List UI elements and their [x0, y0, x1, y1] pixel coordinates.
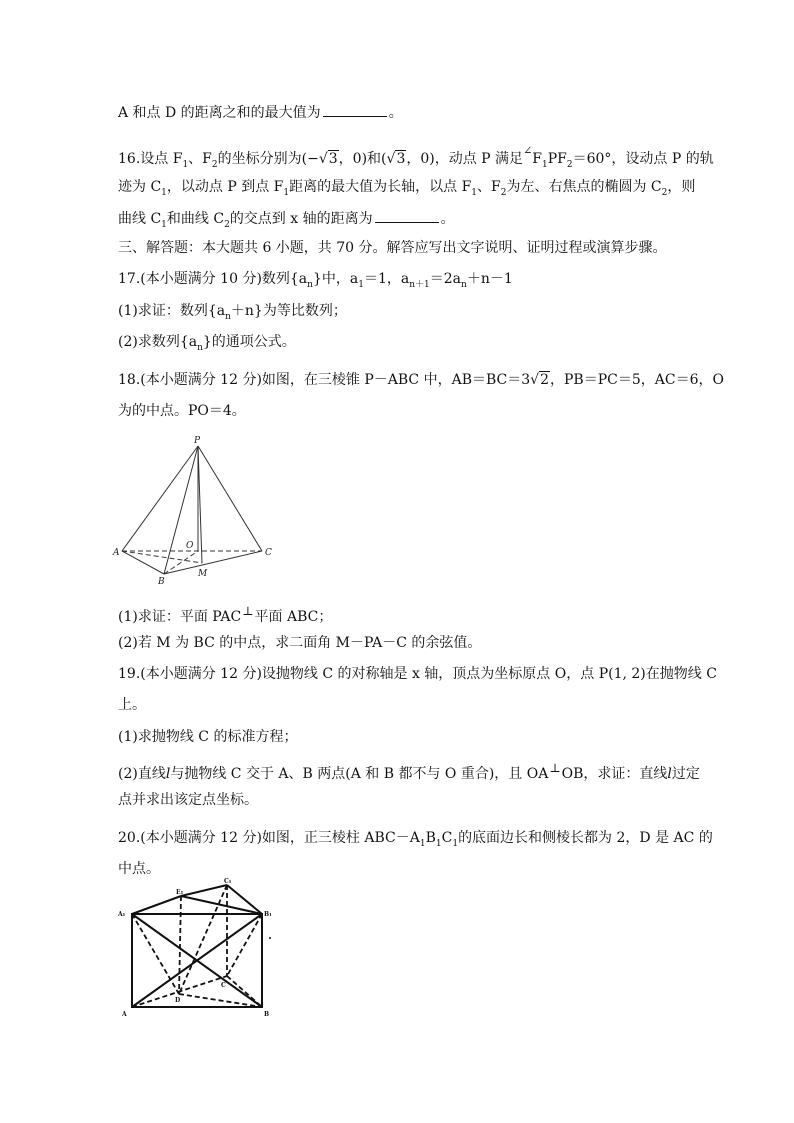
q19-part1: (1)求抛物线 C 的标准方程； — [118, 729, 298, 745]
q16-line2: 迹为 $C_1$，以动点 P 到点 $F_1$距离的最大值为长轴，以点 $F_1$、$F_2$为左、右焦点的椭圆为 $C_2$，则 — [118, 179, 696, 198]
sqrt-2: √2 — [530, 372, 550, 388]
label-C1: C₁ — [224, 878, 232, 885]
prism-figure — [112, 876, 282, 1021]
angle-symbol: ∠ — [523, 144, 533, 157]
q19-stem-line2: 上。 — [118, 697, 146, 713]
q17-part2: (2)求数列$\{a_n\}$的通项公式。 — [118, 334, 296, 353]
stray-dot — [269, 937, 271, 939]
label-O: O — [186, 541, 194, 551]
edge-E1-D — [179, 896, 181, 994]
label-P: P — [194, 436, 201, 446]
edge-AM — [122, 551, 202, 563]
label-D: D — [175, 997, 181, 1004]
q17-part1: (1)求证：数列$\{a_n+n\}$为等比数列； — [118, 303, 347, 322]
edge-A1-D — [132, 914, 179, 994]
q20-stem-line2: 中点。 — [118, 861, 160, 877]
label-A: A — [113, 548, 120, 558]
label-M: M — [198, 569, 208, 579]
label-B1: B₁ — [264, 911, 272, 918]
q18-part1: (1)求证：平面 PAC⊥平面 ABC； — [118, 604, 333, 625]
answer-blank[interactable] — [323, 102, 387, 117]
q16-line1: 16.设点 $F_1$、$F_2$的坐标分别为(−√3，0)和(√3，0)，动点 P 满足$^\angle F_1PF_2=60^\circ$，设动点 P 的轨 — [118, 144, 714, 170]
q15-tail: A 和点 D 的距离之和的最大值为 。 — [118, 102, 403, 123]
edge-B1-C — [227, 914, 262, 976]
q18-stem: 18.(本小题满分 12 分)如图，在三棱锥 P－ABC 中，AB＝BC＝3√2，PB＝PC＝5，AC＝6，O — [118, 372, 724, 388]
edge-E1-C1 — [181, 885, 227, 896]
label-A: A — [122, 1011, 127, 1018]
q19-stem: 19.(本小题满分 12 分)设抛物线 C 的对称轴是 x 轴，顶点为坐标原点 O，点 P(1, 2)在抛物线 C — [118, 666, 717, 682]
label-C: C — [265, 548, 272, 558]
q16-line3: 曲线 $C_1$和曲线 $C_2$的交点到 x 轴的距离为 。 — [118, 208, 455, 235]
label-B: B — [264, 1011, 270, 1018]
sqrt-3: √3 — [386, 151, 406, 167]
pyramid-figure — [110, 432, 280, 584]
edge-BC — [164, 551, 262, 574]
edge-A1-E1 — [132, 896, 181, 914]
q20-stem: 20.(本小题满分 12 分)如图，正三棱柱 $ABC-A_1B_1C_1$的底面边长和侧棱长都为 2，D 是 AC 的 — [118, 830, 713, 849]
edge-PA — [122, 446, 198, 551]
label-E1: E₁ — [176, 889, 184, 896]
edge-AB — [122, 551, 164, 574]
q18-part2: (2)若 M 为 BC 的中点，求二面角 M－PA－C 的余弦值。 — [118, 635, 482, 651]
label-B: B — [158, 577, 165, 584]
q19-part2: (2)直线l与抛物线 C 交于 A、B 两点(A 和 B 都不与 O 重合)，且 OA⊥OB，求证：直线l过定 — [118, 761, 700, 782]
edge-D-B — [179, 994, 262, 1007]
edge-PM — [198, 446, 202, 563]
q18-stem-line2: 为的中点。PO＝4。 — [118, 403, 246, 419]
answer-blank[interactable] — [375, 208, 439, 223]
q17-stem: 17.(本小题满分 10 分)数列$\{a_n\}$中，$a_1=1$，$a_{n+1}=2a_n+n-1$ — [118, 271, 513, 290]
label-A1: A₁ — [118, 911, 126, 918]
sqrt-3: √3 — [318, 151, 338, 167]
section-heading: 三、解答题：本大题共 6 小题，共 70 分。解答应写出文字说明、证明过程或演算步骤。 — [118, 240, 667, 256]
label-C: C — [221, 982, 226, 989]
q19-part2-line2: 点并求出该定点坐标。 — [118, 792, 258, 808]
edge-PC — [198, 446, 262, 551]
